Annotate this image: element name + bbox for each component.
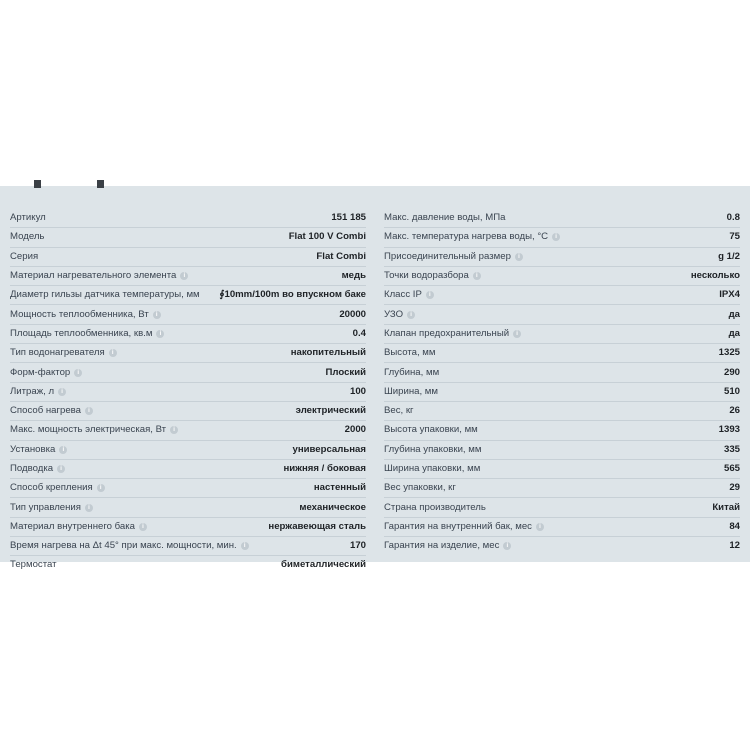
info-icon[interactable]	[407, 311, 415, 319]
info-icon[interactable]	[85, 407, 93, 415]
spec-label-text: Ширина упаковки, мм	[384, 463, 481, 474]
spec-label-text: Макс. давление воды, МПа	[384, 212, 506, 224]
spec-value: биметаллический	[281, 559, 366, 571]
spec-label	[384, 537, 511, 555]
spec-label	[10, 228, 44, 246]
spec-label	[384, 402, 414, 420]
spec-value: g 1/2	[718, 250, 740, 262]
spec-row	[10, 479, 366, 498]
spec-row	[10, 209, 366, 228]
spec-row	[10, 498, 366, 517]
spec-label	[10, 460, 65, 478]
info-icon[interactable]	[57, 465, 65, 473]
spec-label	[10, 518, 147, 536]
info-icon[interactable]	[74, 369, 82, 377]
spec-label	[384, 286, 434, 304]
spec-row	[10, 325, 366, 344]
spec-row	[10, 537, 366, 556]
spec-row	[10, 441, 366, 460]
spec-row	[10, 228, 366, 247]
spec-label	[10, 344, 117, 362]
spec-row	[10, 518, 366, 537]
spec-value: 290	[723, 366, 740, 378]
spec-label	[10, 209, 46, 227]
spec-value: 170	[349, 540, 366, 552]
spec-label-text: Литраж, л	[10, 385, 55, 397]
spec-row	[10, 402, 366, 421]
spec-label	[10, 441, 67, 459]
spec-value: ∮10mm/100m во впускном баке	[219, 289, 366, 301]
spec-row	[10, 267, 366, 286]
spec-value: настенный	[313, 482, 366, 494]
spec-row	[384, 363, 740, 382]
spec-label-text: Высота, мм	[384, 347, 436, 359]
title-fragment	[34, 180, 104, 188]
spec-row	[10, 363, 366, 382]
spec-label-text: Макс. температура нагрева воды, °С	[384, 231, 549, 243]
spec-label	[10, 248, 38, 266]
spec-label-text: Площадь теплообменника, кв.м	[10, 327, 153, 339]
spec-label	[10, 364, 82, 382]
info-icon[interactable]	[85, 504, 93, 512]
spec-label-text: Артикул	[10, 212, 46, 224]
spec-label	[10, 402, 93, 420]
spec-value: Китай	[712, 501, 740, 513]
specs-column-left	[10, 209, 366, 575]
spec-label	[384, 518, 544, 536]
spec-value: Flat Combi	[316, 250, 366, 262]
spec-value: 84	[729, 520, 740, 532]
spec-value: Flat 100 V Combi	[288, 231, 366, 243]
spec-label-text: Подводка	[10, 463, 54, 474]
spec-label	[384, 441, 481, 459]
info-icon[interactable]	[180, 272, 188, 280]
spec-label	[384, 209, 505, 227]
spec-label	[10, 421, 178, 439]
spec-label-text: Диаметр гильзы датчика температуры, мм	[10, 289, 200, 301]
spec-label	[10, 499, 93, 517]
spec-row	[384, 402, 740, 421]
spec-value: 12	[729, 540, 740, 552]
spec-row	[384, 479, 740, 498]
spec-label-text: Тип управления	[10, 501, 81, 513]
spec-row	[384, 518, 740, 537]
spec-label-text: Установка	[10, 443, 56, 455]
spec-label	[384, 248, 523, 266]
spec-row	[384, 267, 740, 286]
spec-value: да	[728, 308, 740, 320]
spec-value: 151 185	[331, 212, 366, 224]
info-icon[interactable]	[552, 233, 560, 241]
info-icon[interactable]	[513, 330, 521, 338]
info-icon[interactable]	[97, 484, 105, 492]
spec-label-text: Глубина, мм	[384, 366, 440, 378]
spec-row	[384, 421, 740, 440]
spec-label-text: Страна производитель	[384, 501, 486, 513]
spec-label	[384, 460, 480, 478]
spec-label-text: Макс. мощность электрическая, Вт	[10, 424, 167, 436]
spec-label-text: Вес, кг	[384, 405, 414, 417]
spec-label-text: Способ нагрева	[10, 405, 81, 417]
spec-value: электрический	[295, 405, 366, 417]
spec-value: да	[728, 327, 740, 339]
spec-value: Плоский	[325, 366, 366, 378]
spec-row	[384, 228, 740, 247]
spec-value: 75	[729, 231, 740, 243]
spec-value: 0.8	[726, 212, 740, 224]
spec-value: нижняя / боковая	[283, 463, 366, 474]
spec-value: 20000	[339, 308, 366, 320]
spec-value: нержавеющая сталь	[268, 520, 366, 532]
spec-label-text: Точки водоразбора	[384, 270, 469, 282]
spec-label	[384, 267, 481, 285]
spec-label	[10, 537, 249, 555]
info-icon[interactable]	[59, 446, 67, 454]
spec-row	[384, 344, 740, 363]
spec-label	[10, 325, 164, 343]
spec-label-text: Форм-фактор	[10, 366, 71, 378]
spec-label	[10, 556, 57, 574]
info-icon[interactable]	[58, 388, 66, 396]
spec-label	[384, 383, 438, 401]
spec-label-text: Серия	[10, 250, 39, 262]
spec-row	[384, 209, 740, 228]
spec-label	[384, 325, 521, 343]
info-icon[interactable]	[170, 426, 178, 434]
info-icon[interactable]	[109, 349, 117, 357]
spec-row	[384, 248, 740, 267]
spec-label	[384, 479, 456, 497]
spec-value: медь	[341, 270, 366, 282]
spec-value: IPX4	[719, 289, 740, 301]
spec-value: 335	[723, 443, 740, 455]
spec-label	[384, 499, 486, 517]
spec-row	[10, 344, 366, 363]
spec-label-text: Гарантия на внутренний бак, мес	[384, 520, 532, 532]
spec-label	[10, 286, 200, 304]
spec-row	[384, 286, 740, 305]
spec-label	[384, 364, 439, 382]
info-icon[interactable]	[139, 523, 147, 531]
spec-row	[384, 305, 740, 324]
spec-value: 0.4	[352, 327, 366, 339]
spec-row	[10, 556, 366, 574]
info-icon[interactable]	[515, 253, 523, 261]
spec-label-text: Ширина, мм	[384, 385, 439, 397]
spec-label-text: Глубина упаковки, мм	[384, 443, 482, 455]
spec-row	[10, 286, 366, 305]
spec-value: 1325	[718, 347, 740, 359]
spec-row	[10, 460, 366, 479]
spec-value: механическое	[299, 501, 366, 513]
spec-label-text: Способ крепления	[10, 482, 93, 494]
spec-row	[384, 460, 740, 479]
spec-label-text: Материал внутреннего бака	[10, 520, 135, 532]
spec-label	[10, 383, 66, 401]
spec-value: 2000	[344, 424, 366, 436]
spec-label-text: Тип водонагревателя	[10, 347, 105, 359]
spec-row	[384, 383, 740, 402]
spec-label-text: Материал нагревательного элемента	[10, 270, 177, 282]
info-icon[interactable]	[153, 311, 161, 319]
info-icon[interactable]	[426, 291, 434, 299]
spec-label	[10, 267, 188, 285]
spec-label-text: Вес упаковки, кг	[384, 482, 456, 494]
spec-label	[384, 421, 478, 439]
spec-value: 29	[729, 482, 740, 494]
spec-label	[384, 344, 435, 362]
spec-row	[384, 498, 740, 517]
specs-column-right	[384, 209, 740, 555]
spec-label-text: Присоединительный размер	[384, 250, 511, 262]
spec-value: 565	[723, 463, 740, 474]
spec-label-text: Модель	[10, 231, 45, 243]
spec-row	[10, 248, 366, 267]
spec-row	[384, 441, 740, 460]
spec-label-text: Клапан предохранительный	[384, 327, 510, 339]
info-icon[interactable]	[156, 330, 164, 338]
spec-row	[10, 421, 366, 440]
spec-value: накопительный	[290, 347, 366, 359]
spec-label	[384, 228, 560, 246]
spec-value: 510	[723, 385, 740, 397]
spec-label	[10, 306, 161, 324]
spec-label	[384, 306, 415, 324]
spec-value: универсальная	[292, 443, 366, 455]
spec-row	[10, 305, 366, 324]
spec-label	[10, 479, 105, 497]
spec-label-text: Высота упаковки, мм	[384, 424, 478, 436]
spec-row	[10, 383, 366, 402]
spec-value: несколько	[690, 270, 740, 282]
info-icon[interactable]	[241, 542, 249, 550]
spec-row	[384, 537, 740, 555]
spec-row	[384, 325, 740, 344]
spec-label-text: Класс IP	[384, 289, 422, 301]
spec-label-text: УЗО	[384, 308, 404, 320]
spec-value: 26	[729, 405, 740, 417]
spec-value: 100	[349, 385, 366, 397]
info-icon[interactable]	[503, 542, 511, 550]
spec-label-text: Гарантия на изделие, мес	[384, 540, 500, 552]
info-icon[interactable]	[536, 523, 544, 531]
spec-value: 1393	[718, 424, 740, 436]
info-icon[interactable]	[473, 272, 481, 280]
spec-label-text: Время нагрева на Δt 45° при макс. мощности, мин.	[10, 540, 237, 552]
spec-label-text: Термостат	[10, 559, 57, 571]
spec-label-text: Мощность теплообменника, Вт	[10, 308, 149, 320]
